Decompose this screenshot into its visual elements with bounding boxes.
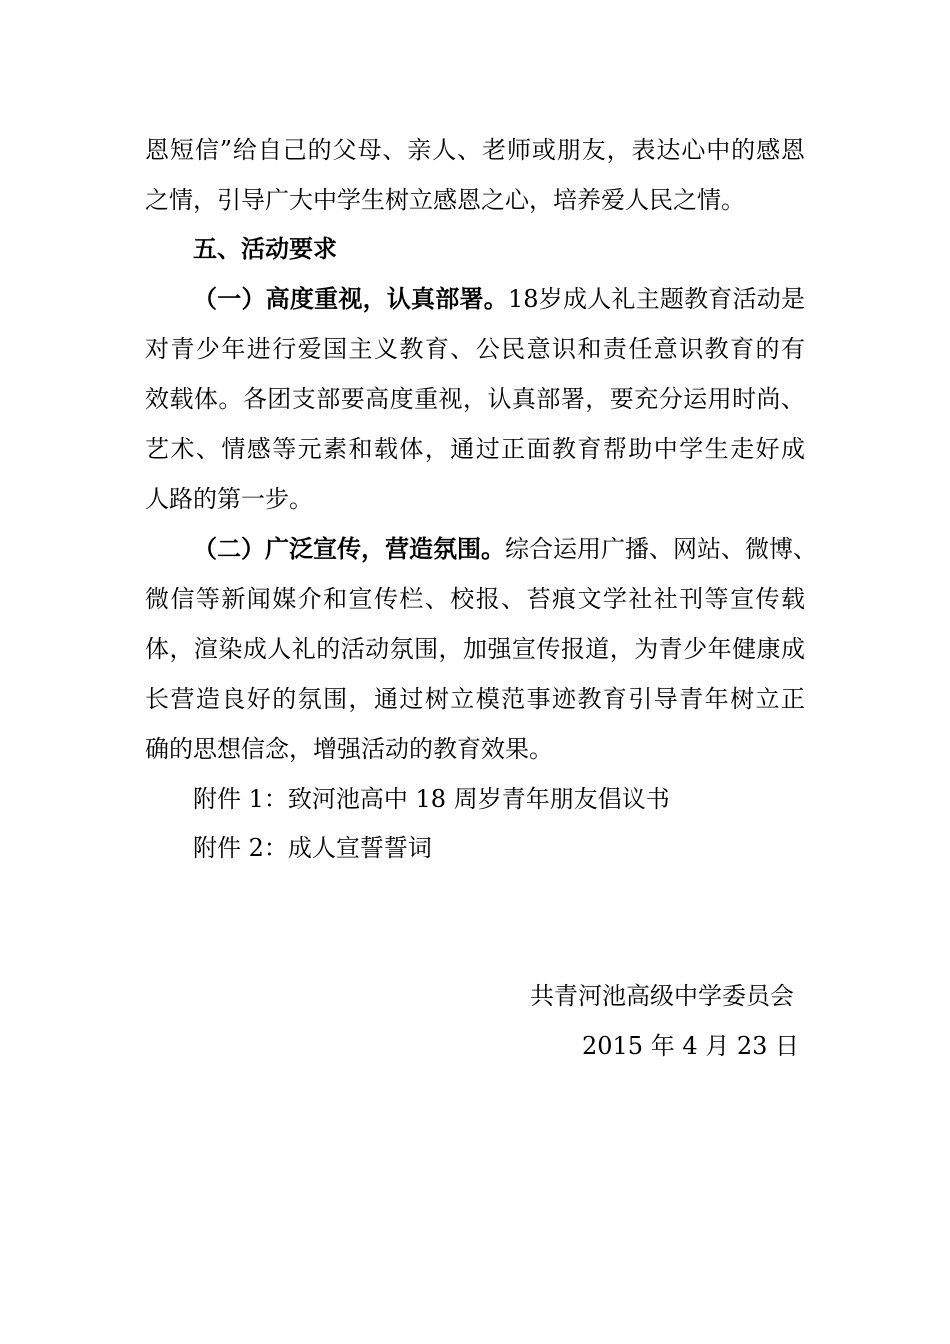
paragraph-line: 人路的第一步。 [145,485,313,513]
paragraph-line: 对青少年进行爱国主义教育、公民意识和责任意识教育的有 [145,335,805,363]
requirement-1-heading: （一）高度重视，认真部署。 [193,284,508,313]
signature-date: 2015 年 4 月 23 日 [582,1032,800,1060]
paragraph-line: 微信等新闻媒介和宣传栏、校报、苔痕文学社社刊等宣传载 [145,585,805,613]
attachment-2: 附件 2：成人宣誓誓词 [193,834,432,862]
paragraph-line: 艺术、情感等元素和载体，通过正面教育帮助中学生走好成 [145,435,805,463]
paragraph-line: 体，渲染成人礼的活动氛围，加强宣传报道，为青少年健康成 [145,635,805,663]
paragraph-line: 之情，引导广大中学生树立感恩之心，培养爱人民之情。 [145,186,745,214]
signature-organization: 共青河池高级中学委员会 [530,982,794,1010]
requirement-1-text: 18岁成人礼主题教育活动是 [507,285,805,313]
requirement-2-heading: （二）广泛宣传，营造氛围。 [193,534,505,563]
attachment-1: 附件 1：致河池高中 18 周岁青年朋友倡议书 [193,785,670,813]
paragraph-line: 确的思想信念，增强活动的教育效果。 [145,735,553,763]
section-title: 五、活动要求 [193,234,337,263]
requirement-1-first-line [193,283,805,315]
requirement-2-first-line [193,533,817,565]
paragraph-line: 长营造良好的氛围，通过树立模范事迹教育引导青年树立正 [145,685,805,713]
paragraph-line: 恩短信”给自己的父母、亲人、老师或朋友，表达心中的感恩 [145,136,805,164]
requirement-2-text: 综合运用广播、网站、微博、 [505,535,817,563]
paragraph-line: 效载体。各团支部要高度重视，认真部署，要充分运用时尚、 [145,385,805,413]
